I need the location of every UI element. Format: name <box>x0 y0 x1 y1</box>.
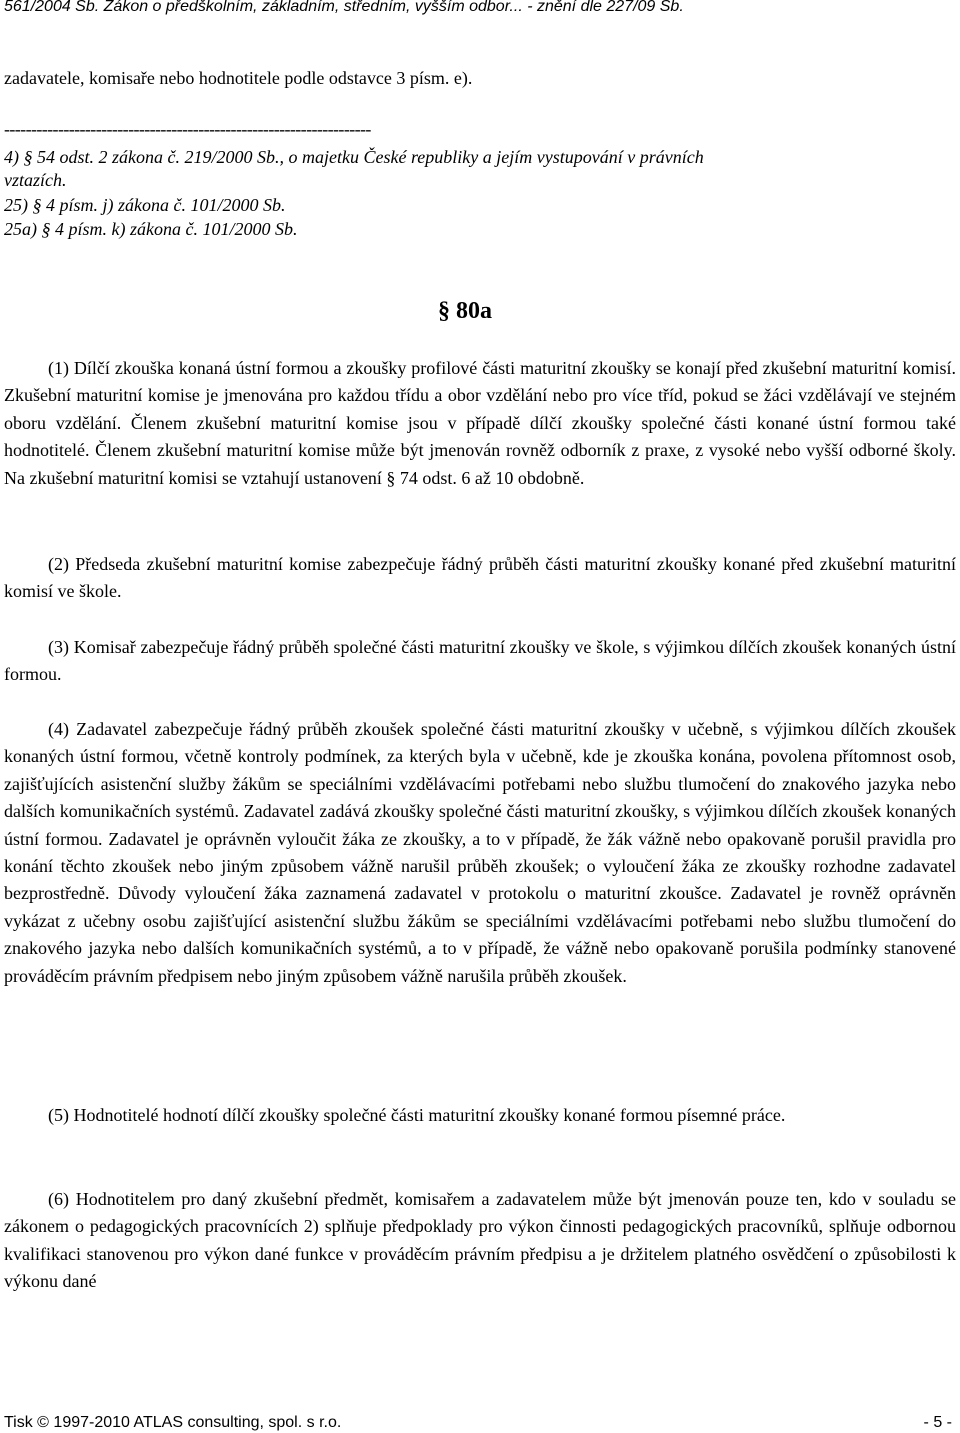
section-heading: § 80a <box>438 298 492 324</box>
page-number: - 5 - <box>923 1414 952 1431</box>
paragraph-5: (5) Hodnotitelé hodnotí dílčí zkoušky společné části maturitní zkoušky konané formou písemné práce. <box>48 1105 786 1125</box>
page-header-title: 561/2004 Sb. Zákon o předškolním, základním, středním, vyšším odbor... - znění dle 227/09 Sb. <box>4 0 684 15</box>
footnote-25a: 25a) § 4 písm. k) zákona č. 101/2000 Sb. <box>4 219 298 239</box>
paragraph-4: (4) Zadavatel zabezpečuje řádný průběh zkoušek společné části maturitní zkoušky v učebně, s výjimkou dílčích zkoušek konaných ústní formou, včetně kontroly podmínek, za kterých byla v učebně, kde je zkouška konána, povolena přítomnost osob, zajišťujících asistenční služby žákům se speciálními vzdělávacími potřebami nebo službu tlumočení do znakového jazyka nebo dalších komunikačních systémů. Zadavatel zadává zkoušky společné části maturitní zkoušky, s výjimkou dílčích zkoušek konaných ústní formou. Zadavatel je oprávněn vyloučit žáka ze zkoušky, a to v případě, že žák vážně nebo opakovaně porušil pravidla pro konání těchto zkoušek nebo jiným způsobem vážně narušil průběh zkoušek; o vyloučení žáka ze zkoušky rozhodne zadavatel bezprostředně. Důvody vyloučení žáka zaznamená zadavatel v protokolu o maturitní zkoušce. Zadavatel je rovněž oprávněn vykázat z učebny osobu zajišťující asistenční službu žákům se speciálními vzdělávacími potřebami nebo službu tlumočení do znakového jazyka nebo dalších komunikačních systémů, a to v případě, že vážně nebo opakovaně porušila podmínky stanovené prováděcím právním předpisem nebo jiným způsobem vážně narušila průběh zkoušek. <box>4 719 956 986</box>
footnote-25: 25) § 4 písm. j) zákona č. 101/2000 Sb. <box>4 195 286 215</box>
paragraph-2: (2) Předseda zkušební maturitní komise zabezpečuje řádný průběh části maturitní zkoušky konané před zkušební maturitní komisí ve škole. <box>4 554 956 602</box>
paragraph-6: (6) Hodnotitelem pro daný zkušební předmět, komisařem a zadavatelem může být jmenován pouze ten, kdo v souladu se zákonem o pedagogických pracovnících 2) splňuje předpoklady pro výkon činnosti pedagogických pracovníků, splňuje odbornou kvalifikaci stanovenou pro výkon dané funkce v prováděcím právním předpisu a je držitelem platného osvědčení o způsobilosti k výkonu dané <box>4 1189 956 1292</box>
footnote-4-line2: vztazích. <box>4 170 67 190</box>
page-footer <box>4 1413 952 1433</box>
paragraph-3: (3) Komisař zabezpečuje řádný průběh společné části maturitní zkoušky ve škole, s výjimkou dílčích zkoušek konaných ústní formou. <box>4 637 956 685</box>
footer-copyright: Tisk © 1997-2010 ATLAS consulting, spol. s r.o. <box>4 1414 342 1431</box>
footnote-4-line1: 4) § 54 odst. 2 zákona č. 219/2000 Sb., o majetku České republiky a jejím vystupování v právních <box>4 147 704 167</box>
footnote-separator: -------------------------------------------------------------------- <box>4 119 371 139</box>
footnote-continuation: zadavatele, komisaře nebo hodnotitele podle odstavce 3 písm. e). <box>4 68 473 88</box>
paragraph-1: (1) Dílčí zkouška konaná ústní formou a zkoušky profilové části maturitní zkoušky se konají před zkušební maturitní komisí. Zkušební maturitní komise je jmenována pro každou třídu a obor vzdělání nebo pro více tříd, pokud se žáci vzdělávají ve stejném oboru vzdělání. Členem zkušební maturitní komise jsou v případě dílčí zkoušky společné části konané ústní formou také hodnotitelé. Členem zkušební maturitní komise může být jmenován rovněž odborník z praxe, z vysoké nebo vyšší odborné školy. Na zkušební maturitní komisi se vztahují ustanovení § 74 odst. 6 až 10 obdobně. <box>4 358 956 488</box>
